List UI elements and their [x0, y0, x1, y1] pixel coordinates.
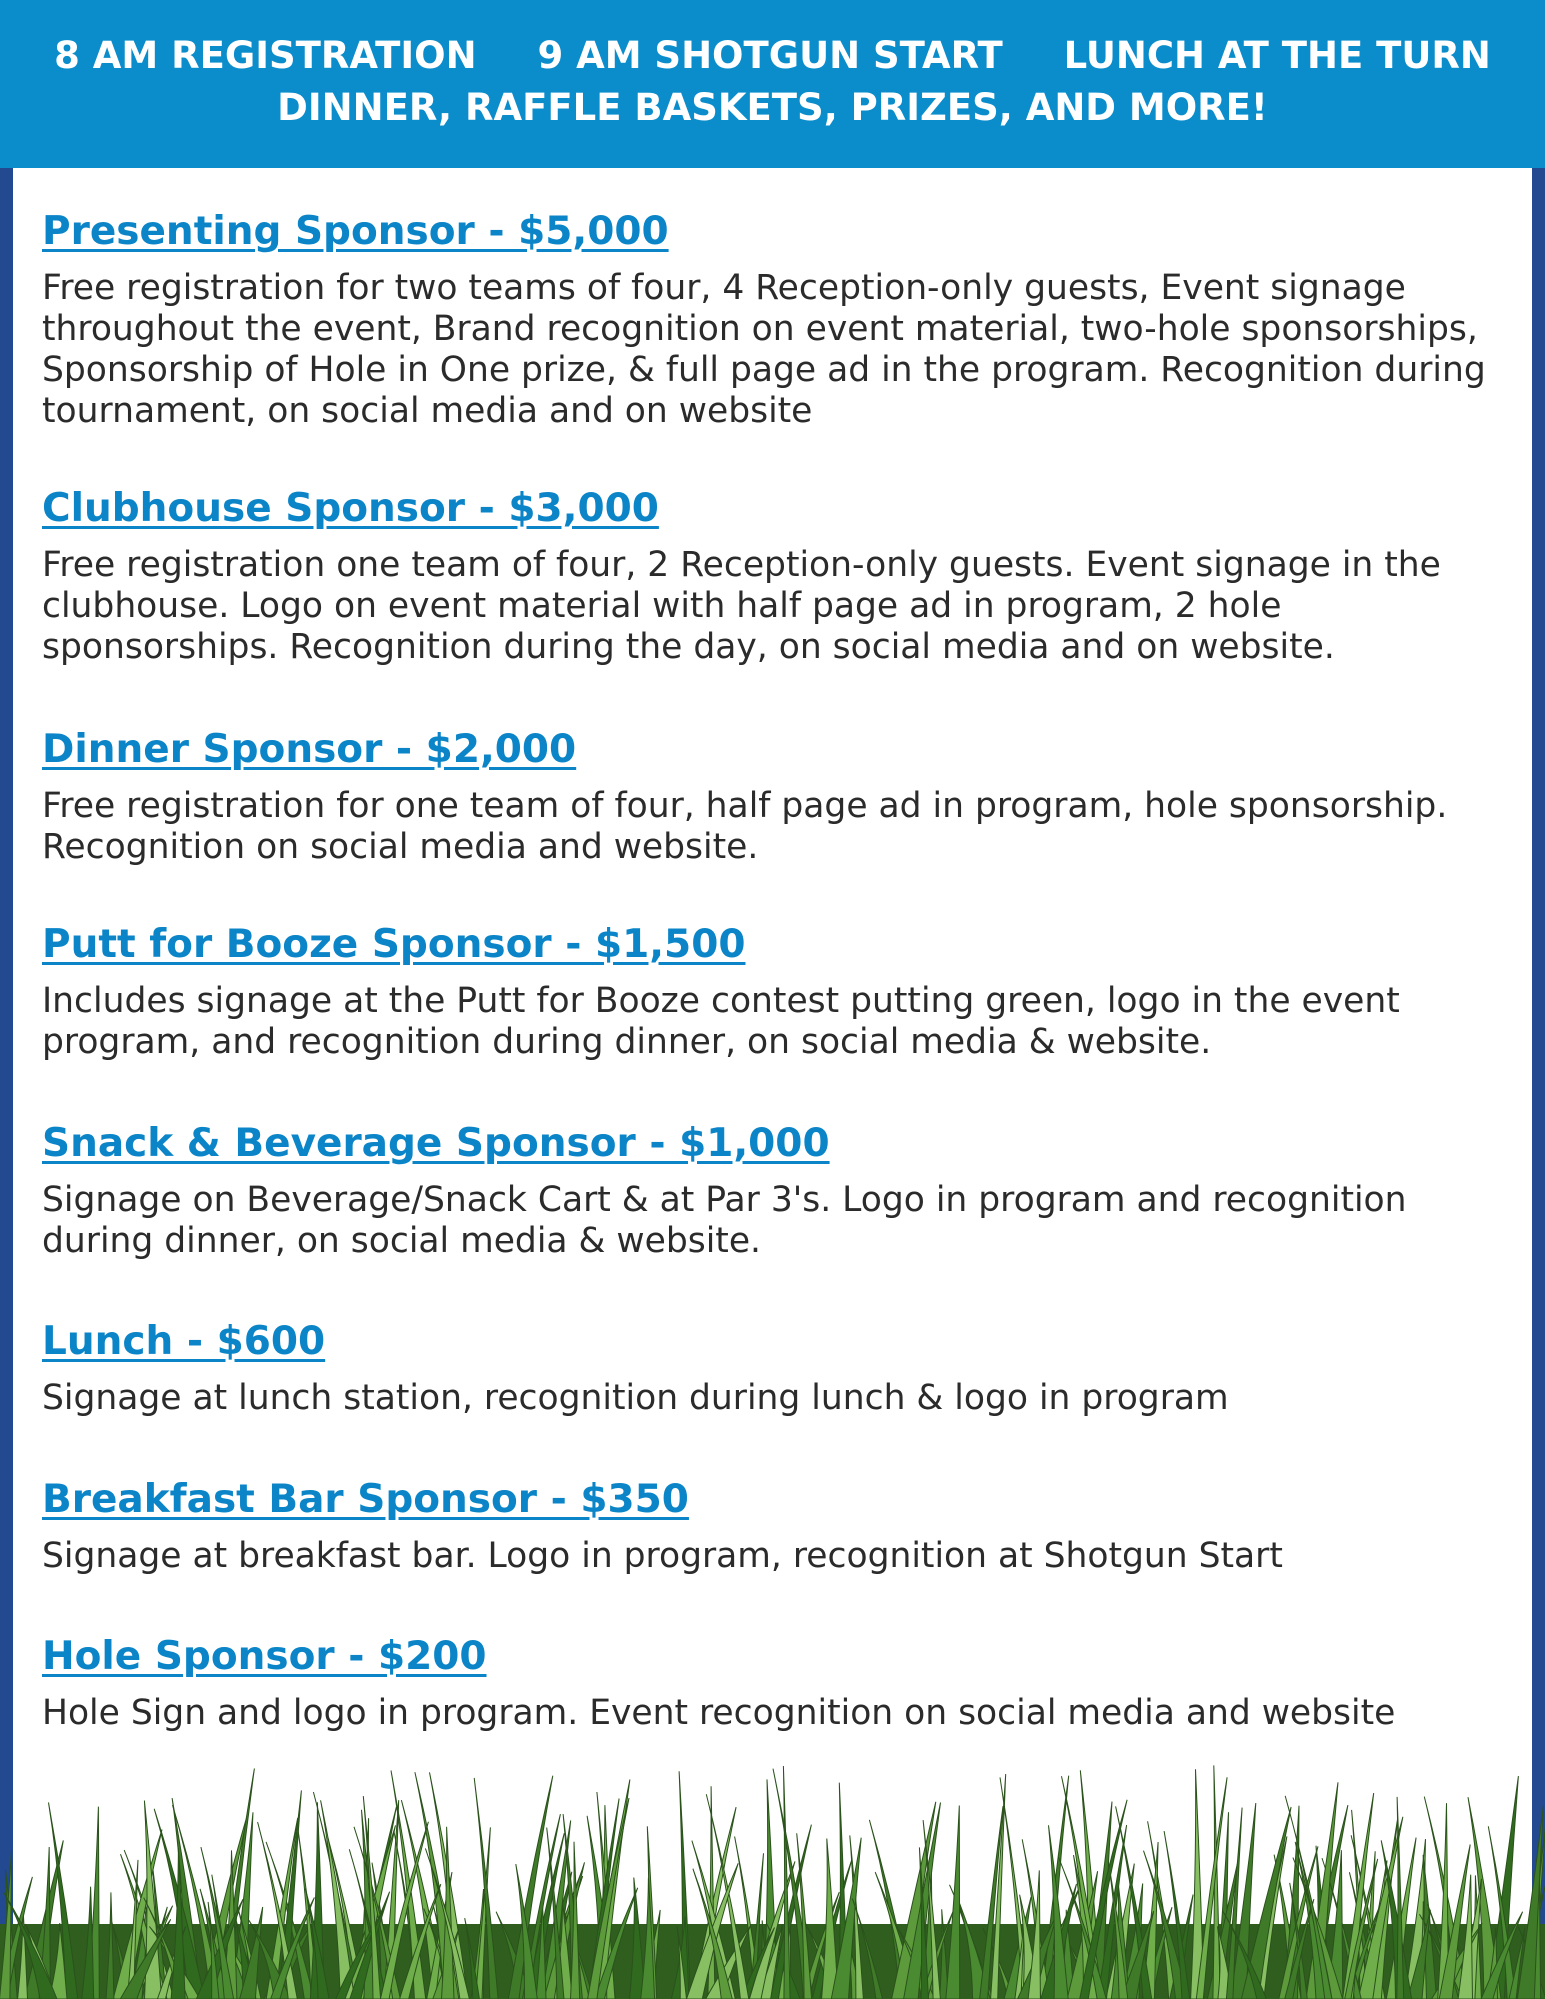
tier-description: Signage on Beverage/Snack Cart & at Par 3's. Logo in program and recognition during dinner, on social media & website.	[42, 1180, 1407, 1261]
tier-description: Includes signage at the Putt for Booze contest putting green, logo in the event program, and recognition during dinner, on social media & website.	[42, 981, 1400, 1062]
banner-extras: DINNER, RAFFLE BASKETS, PRIZES, AND MORE!	[277, 86, 1268, 129]
tier-heading: Hole Sponsor - $200	[42, 1634, 487, 1679]
sponsor-tier-hole	[42, 1633, 1522, 1734]
sponsor-tier-dinner	[42, 726, 1522, 868]
tier-heading: Putt for Booze Sponsor - $1,500	[42, 922, 746, 967]
tier-description: Free registration one team of four, 2 Reception-only guests. Event signage in the clubhouse. Logo on event material with half page ad in program, 2 hole sponsorships. Recognition during the day, on social media and on website.	[42, 545, 1441, 667]
tier-heading: Snack & Beverage Sponsor - $1,000	[42, 1121, 830, 1166]
tier-description: Free registration for two teams of four, 4 Reception-only guests, Event signage throughout the event, Brand recognition on event material, two-hole sponsorships, Sponsorship of Hole in One prize, & full page ad in the program. Recognition during tournament, on social media and on website	[42, 268, 1486, 431]
tier-description: Signage at breakfast bar. Logo in program, recognition at Shotgun Start	[42, 1536, 1283, 1576]
left-border	[0, 165, 13, 1999]
shotgun-start-time: 9 AM SHOTGUN START	[537, 34, 1003, 77]
grass-blade	[946, 1806, 960, 1999]
sponsor-tier-putt-for-booze	[42, 921, 1522, 1063]
tier-description: Free registration for one team of four, half page ad in program, hole sponsorship. Recognition on social media and website.	[42, 786, 1448, 867]
sponsor-tier-snack-beverage	[42, 1120, 1522, 1262]
tier-description: Hole Sign and logo in program. Event recognition on social media and website	[42, 1693, 1396, 1733]
sponsor-tier-presenting	[42, 208, 1522, 432]
tier-heading: Clubhouse Sponsor - $3,000	[42, 486, 659, 531]
event-schedule-banner	[0, 0, 1545, 168]
tier-heading: Lunch - $600	[42, 1319, 326, 1364]
lunch-info: LUNCH AT THE TURN	[1063, 34, 1491, 77]
right-border	[1532, 165, 1545, 1999]
tier-heading: Presenting Sponsor - $5,000	[42, 209, 669, 254]
tier-description: Signage at lunch station, recognition during lunch & logo in program	[42, 1378, 1229, 1418]
sponsor-tier-breakfast-bar	[42, 1476, 1522, 1577]
banner-schedule-row	[0, 34, 1545, 78]
grass-illustration	[0, 1754, 1545, 1999]
tier-heading: Breakfast Bar Sponsor - $350	[42, 1477, 689, 1522]
registration-time: 8 AM REGISTRATION	[54, 34, 477, 77]
sponsor-tier-clubhouse	[42, 485, 1522, 668]
tier-heading: Dinner Sponsor - $2,000	[42, 727, 577, 772]
sponsor-tier-lunch	[42, 1318, 1522, 1419]
